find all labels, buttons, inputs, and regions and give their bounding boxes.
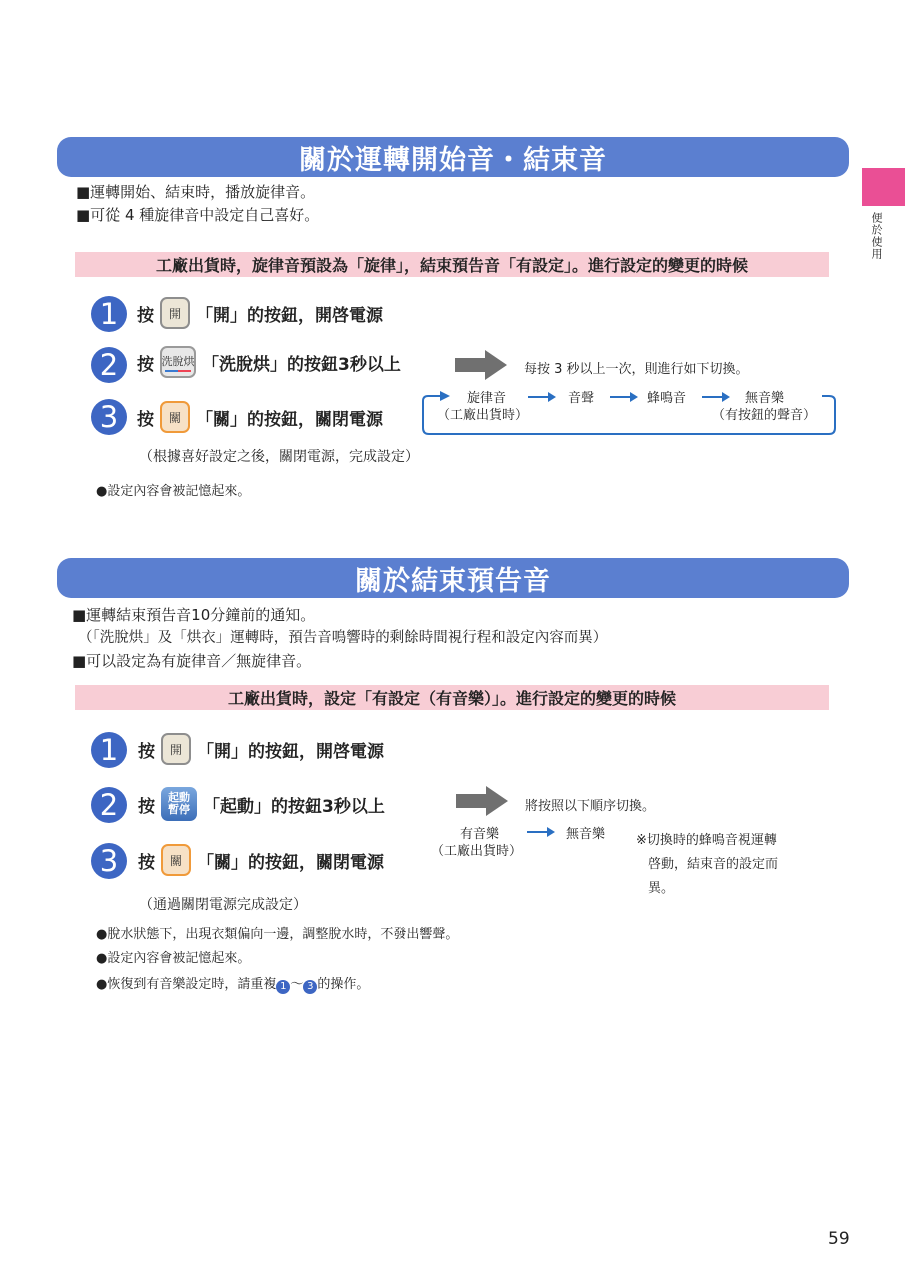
press-label: 按: [137, 305, 154, 326]
cycle-item-melody: 旋律音: [467, 391, 507, 406]
close-button-icon: 關: [160, 401, 190, 433]
cycle-item-no-music: 無音樂: [745, 391, 785, 406]
button-indicator-bar: [165, 370, 191, 372]
switch-caption: 將按照以下順序切換。: [525, 799, 656, 814]
cycle-item-with-music: 有音樂: [460, 827, 500, 842]
flow-arrow-icon: [610, 392, 638, 402]
step-instruction: [138, 844, 384, 876]
press-label: 按: [138, 741, 155, 762]
section2-bullet: ■運轉結束預告音10分鐘前的通知。: [72, 606, 316, 624]
cycle-item-no-music-sub: （有按鈕的聲音）: [712, 408, 817, 423]
side-tab-marker: [862, 168, 905, 206]
flow-arrow-icon: [702, 392, 730, 402]
press-label: 按: [137, 409, 154, 430]
close-button-icon: 關: [161, 844, 191, 876]
remark-line: ※切換時的蜂鳴音視運轉: [636, 833, 777, 848]
step-text: 「開」的按鈕，開啓電源: [196, 305, 383, 326]
section2-condition-bar: 工廠出貨時，設定「有設定（有音樂）」。進行設定的變更的時候: [75, 685, 829, 710]
start-pause-button-icon: [161, 787, 197, 821]
step-text: 「關」的按鈕，關閉電源: [196, 409, 383, 430]
dewater-note: ●脫水狀態下，出現衣類偏向一邊，調整脫水時，不發出響聲。: [96, 927, 459, 942]
step-text: 「開」的按鈕，開啓電源: [197, 741, 384, 762]
press-label: 按: [138, 796, 155, 817]
step-instruction: [137, 346, 401, 378]
press-label: 按: [137, 354, 154, 375]
wash-dry-button-icon: [160, 346, 196, 378]
page-number: 59: [828, 1229, 850, 1249]
section1-bullet: ■運轉開始、結束時，播放旋律音。: [76, 183, 316, 201]
cycle-item-melody-sub: （工廠出貨時）: [437, 408, 529, 423]
step-number-3: 3: [91, 843, 127, 879]
open-button-icon: 開: [160, 297, 190, 329]
memory-note: ●設定內容會被記憶起來。: [96, 951, 251, 966]
cycle-item-with-music-sub: （工廠出貨時）: [431, 844, 523, 859]
step-instruction: [137, 401, 383, 433]
cycle-item-buzzer: 蜂鳴音: [647, 391, 687, 406]
range-sep: ～: [290, 977, 304, 992]
side-tab-label: 便於使用: [870, 212, 883, 260]
step-number-2: 2: [91, 347, 127, 383]
right-arrow-icon: [455, 350, 507, 380]
step-ref-3: 3: [303, 980, 317, 994]
step-text: 「關」的按鈕，關閉電源: [197, 852, 384, 873]
section2-bullet: （「洗脫烘」及「烘衣」運轉時，預告音鳴響時的剩餘時間視行程和設定內容而異）: [78, 630, 608, 646]
restore-note: [96, 973, 369, 994]
section2-bullet: ■可以設定為有旋律音／無旋律音。: [72, 652, 312, 670]
flow-arrow-icon: [528, 392, 556, 402]
pause-label: 暫停: [168, 803, 190, 816]
cycle-item-no-music: 無音樂: [566, 827, 606, 842]
completion-note: （根據喜好設定之後，關閉電源，完成設定）: [139, 449, 419, 465]
section1-condition-bar: 工廠出貨時，旋律音預設為「旋律」，結束預告音「有設定」。進行設定的變更的時候: [75, 252, 829, 277]
right-arrow-icon: [456, 786, 508, 816]
flow-arrow-icon: [527, 827, 555, 837]
step-number-2: 2: [91, 787, 127, 823]
step-number-1: 1: [91, 296, 127, 332]
step-number-3: 3: [91, 399, 127, 435]
section1-title: 關於運轉開始音・結束音: [57, 137, 849, 177]
step-instruction: [138, 733, 384, 765]
step-text: 「洗脫烘」的按鈕3秒以上: [202, 354, 401, 375]
memory-note: ●設定內容會被記憶起來。: [96, 484, 251, 499]
step-number-1: 1: [91, 732, 127, 768]
remark-line: 啓動，結束音的設定而: [648, 857, 779, 872]
step-instruction: [137, 297, 383, 329]
press-label: 按: [138, 852, 155, 873]
step-ref-1: 1: [276, 980, 290, 994]
switch-caption: 每按 3 秒以上一次，則進行如下切換。: [524, 362, 749, 377]
wash-dry-button-label: 洗脫烘: [161, 354, 195, 368]
step-text: 「起動」的按鈕3秒以上: [203, 796, 385, 817]
restore-note-prefix: ●恢復到有音樂設定時，請重複: [96, 977, 277, 992]
section1-bullet: ■可從 4 種旋律音中設定自己喜好。: [76, 206, 320, 224]
completion-note: （通過關閉電源完成設定）: [139, 897, 307, 913]
restore-note-suffix: 的操作。: [317, 977, 370, 992]
cycle-item-voice: 音聲: [568, 391, 595, 406]
open-button-icon: 開: [161, 733, 191, 765]
step-instruction: [138, 787, 385, 821]
section2-title: 關於結束預告音: [57, 558, 849, 598]
start-label: 起動: [168, 791, 190, 804]
remark-line: 異。: [648, 881, 675, 896]
